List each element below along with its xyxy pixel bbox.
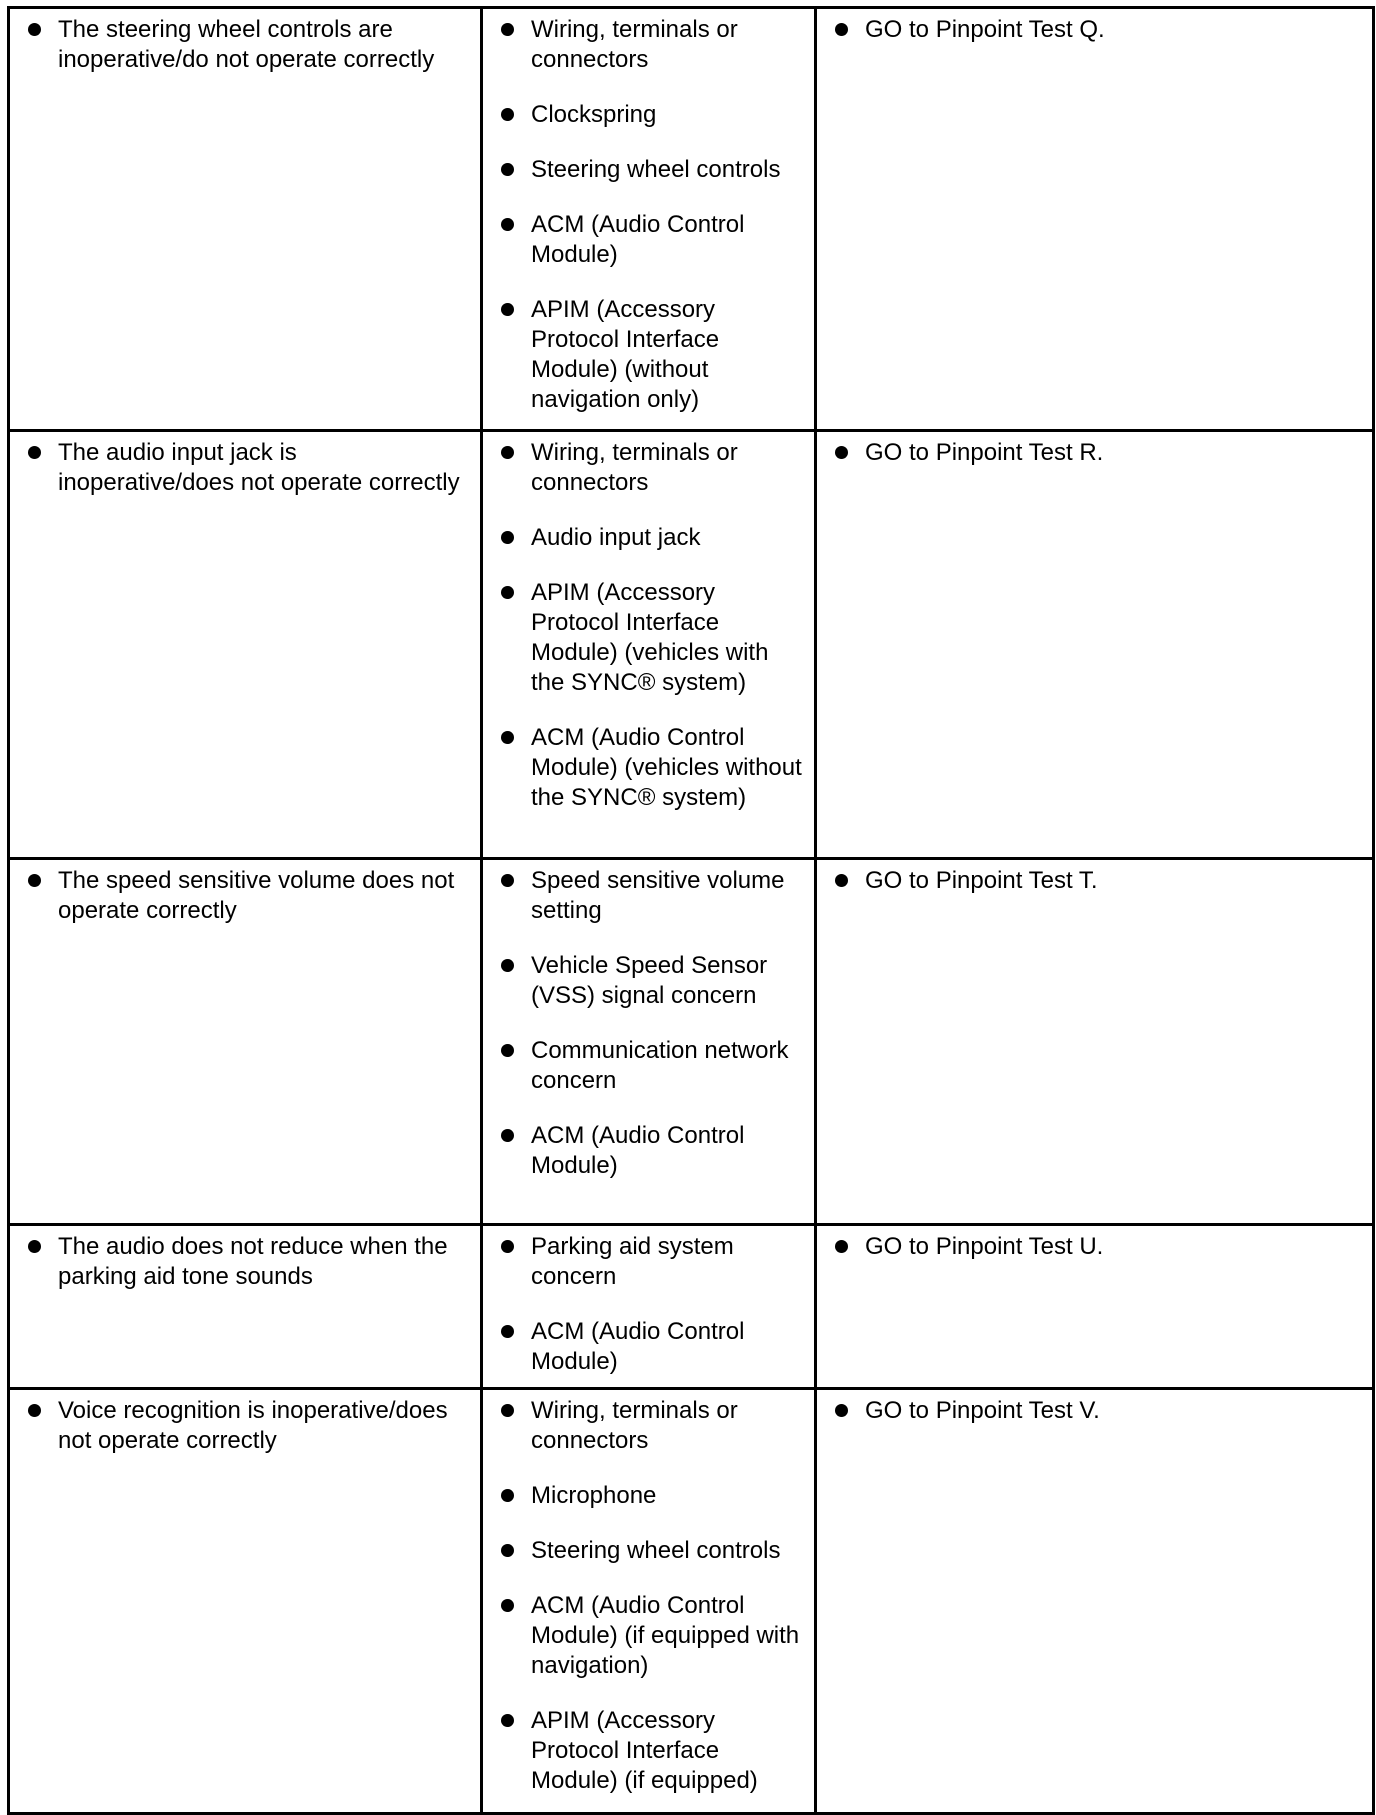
condition-cell <box>9 8 482 431</box>
bullet-icon <box>501 531 514 544</box>
possible-source-text: ACM (Audio Control Module) <box>531 1318 745 1375</box>
possible-source-text: Parking aid system concern <box>531 1233 734 1290</box>
action-text: GO to Pinpoint Test U. <box>865 1233 1104 1260</box>
action-item <box>831 15 1362 45</box>
possible-source-text: Audio input jack <box>531 524 701 551</box>
bullet-icon <box>501 586 514 599</box>
possible-source-item <box>497 295 804 415</box>
condition-item <box>24 1232 470 1292</box>
table-row <box>9 1389 1374 1814</box>
possible-source-item <box>497 723 804 813</box>
possible-source-item <box>497 100 804 130</box>
table-row <box>9 431 1374 859</box>
action-cell <box>816 1389 1374 1814</box>
possible-source-text: ACM (Audio Control Module) (if equipped with navigation) <box>531 1592 800 1679</box>
bullet-icon <box>501 108 514 121</box>
condition-text: Voice recognition is inoperative/does not operate correctly <box>58 1397 448 1454</box>
condition-item <box>24 866 470 926</box>
bullet-icon <box>501 163 514 176</box>
symptom-chart-table <box>7 6 1375 1815</box>
bullet-icon <box>28 874 41 887</box>
possible-source-text: ACM (Audio Control Module) <box>531 211 745 268</box>
condition-text: The audio input jack is inoperative/does not operate correctly <box>58 439 460 496</box>
action-text: GO to Pinpoint Test V. <box>865 1397 1100 1424</box>
bullet-icon <box>501 1404 514 1417</box>
condition-cell <box>9 859 482 1225</box>
bullet-icon <box>501 1044 514 1057</box>
possible-source-cell <box>482 8 816 431</box>
bullet-icon <box>501 959 514 972</box>
possible-source-cell <box>482 859 816 1225</box>
condition-item <box>24 438 470 498</box>
bullet-icon <box>501 23 514 36</box>
possible-source-text: Clockspring <box>531 101 657 128</box>
bullet-icon <box>501 1240 514 1253</box>
action-text: GO to Pinpoint Test Q. <box>865 16 1105 43</box>
possible-source-text: Wiring, terminals or connectors <box>531 439 738 496</box>
possible-source-item <box>497 578 804 698</box>
bullet-icon <box>835 446 848 459</box>
condition-text: The audio does not reduce when the parking aid tone sounds <box>58 1233 448 1290</box>
condition-text: The steering wheel controls are inoperative/do not operate correctly <box>58 16 435 73</box>
table-row <box>9 1225 1374 1389</box>
bullet-icon <box>501 1544 514 1557</box>
bullet-icon <box>28 446 41 459</box>
possible-source-text: Vehicle Speed Sensor (VSS) signal concern <box>531 952 768 1009</box>
bullet-icon <box>835 1404 848 1417</box>
possible-source-cell <box>482 431 816 859</box>
possible-source-item <box>497 1396 804 1456</box>
bullet-icon <box>501 303 514 316</box>
action-text: GO to Pinpoint Test T. <box>865 867 1098 894</box>
bullet-icon <box>501 446 514 459</box>
possible-source-text: Steering wheel controls <box>531 1537 781 1564</box>
possible-source-text: APIM (Accessory Protocol Interface Module) (if equipped) <box>531 1707 758 1794</box>
bullet-icon <box>501 1325 514 1338</box>
bullet-icon <box>835 874 848 887</box>
possible-source-item <box>497 951 804 1011</box>
possible-source-item <box>497 210 804 270</box>
bullet-icon <box>28 23 41 36</box>
possible-source-item <box>497 1536 804 1566</box>
possible-source-text: Communication network concern <box>531 1037 789 1094</box>
possible-source-item <box>497 15 804 75</box>
possible-source-text: Microphone <box>531 1482 657 1509</box>
condition-text: The speed sensitive volume does not operate correctly <box>58 867 455 924</box>
bullet-icon <box>28 1404 41 1417</box>
possible-source-item <box>497 1036 804 1096</box>
possible-source-text: APIM (Accessory Protocol Interface Module) (vehicles with the SYNC® system) <box>531 579 769 696</box>
action-item <box>831 1232 1362 1262</box>
action-item <box>831 438 1362 468</box>
bullet-icon <box>835 1240 848 1253</box>
possible-source-item <box>497 1706 804 1796</box>
possible-source-text: ACM (Audio Control Module) <box>531 1122 745 1179</box>
action-cell <box>816 8 1374 431</box>
action-text: GO to Pinpoint Test R. <box>865 439 1104 466</box>
action-cell <box>816 1225 1374 1389</box>
possible-source-item <box>497 155 804 185</box>
condition-cell <box>9 1225 482 1389</box>
possible-source-text: Speed sensitive volume setting <box>531 867 785 924</box>
possible-source-text: Wiring, terminals or connectors <box>531 1397 738 1454</box>
possible-source-text: Wiring, terminals or connectors <box>531 16 738 73</box>
action-cell <box>816 431 1374 859</box>
bullet-icon <box>28 1240 41 1253</box>
bullet-icon <box>501 1714 514 1727</box>
table-row <box>9 859 1374 1225</box>
possible-source-text: APIM (Accessory Protocol Interface Module) (without navigation only) <box>531 296 720 413</box>
bullet-icon <box>501 874 514 887</box>
action-item <box>831 866 1362 896</box>
possible-source-cell <box>482 1225 816 1389</box>
possible-source-text: ACM (Audio Control Module) (vehicles without the SYNC® system) <box>531 724 802 811</box>
bullet-icon <box>501 1489 514 1502</box>
condition-item <box>24 1396 470 1456</box>
condition-cell <box>9 1389 482 1814</box>
bullet-icon <box>835 23 848 36</box>
bullet-icon <box>501 731 514 744</box>
possible-source-item <box>497 1591 804 1681</box>
possible-source-item <box>497 1121 804 1181</box>
possible-source-item <box>497 438 804 498</box>
action-item <box>831 1396 1362 1426</box>
bullet-icon <box>501 1129 514 1142</box>
possible-source-cell <box>482 1389 816 1814</box>
possible-source-item <box>497 523 804 553</box>
possible-source-item <box>497 866 804 926</box>
bullet-icon <box>501 218 514 231</box>
possible-source-item <box>497 1317 804 1377</box>
action-cell <box>816 859 1374 1225</box>
condition-cell <box>9 431 482 859</box>
table-row <box>9 8 1374 431</box>
possible-source-item <box>497 1232 804 1292</box>
bullet-icon <box>501 1599 514 1612</box>
condition-item <box>24 15 470 75</box>
possible-source-item <box>497 1481 804 1511</box>
possible-source-text: Steering wheel controls <box>531 156 781 183</box>
